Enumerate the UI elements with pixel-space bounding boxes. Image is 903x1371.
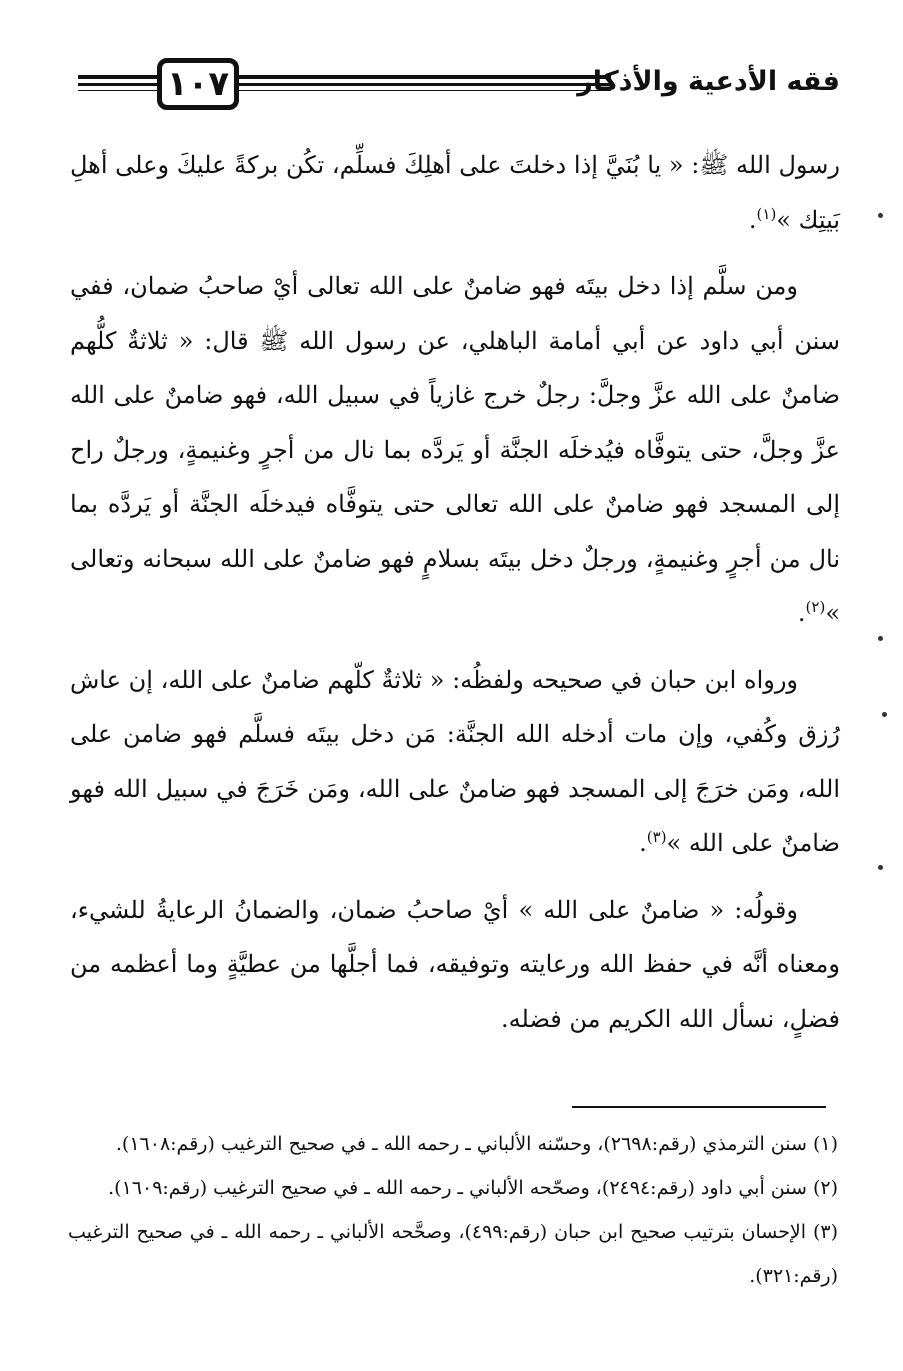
paragraph-text: وقولُه: « ضامنٌ على الله » أيْ صاحبُ ضمان، والضمانُ الرعايةُ للشيء، ومعناه أنَّه في حفظ الله ورعايته وتوفيقه، فما أجلَّها من عطيَّةٍ وما أعظمه من فضلٍ، نسأل الله الكريم من فضله. [70, 895, 840, 1033]
header-rule-left-top [78, 75, 158, 79]
header-rule-mid-top [239, 75, 611, 79]
footnote: (٢) سنن أبي داود (رقم:٢٤٩٤)، وصحّحه الألباني ـ رحمه الله ـ في صحيح الترغيب (رقم:١٦٠٩). [108, 1177, 838, 1199]
paragraph: رسول الله ﷺ: « يا بُنَيَّ إذا دخلتَ على أهلِكَ فسلِّم، تكُن بركةً عليكَ وعلى أهلِ بَيتِك »$^{(١)}$. [70, 151, 840, 234]
footnote: (١) سنن الترمذي (رقم:٢٦٩٨)، وحسّنه الألباني ـ رحمه الله ـ في صحيح الترغيب (رقم:١٦٠٨). [115, 1133, 838, 1155]
footnote-ref: (٣) [646, 828, 667, 846]
main-text [70, 138, 840, 1058]
footnote: (٣) الإحسان بترتيب صحيح ابن حبان (رقم:٤٩٩)، وصحَّحه الألباني ـ رحمه الله ـ في صحيح الترغيب (رقم:٣٢١). [68, 1221, 838, 1287]
footnote-ref: (٢) [805, 598, 826, 616]
scan-mark [878, 865, 883, 870]
book-title: فقه الأدعية والأذكار [577, 66, 840, 97]
paragraph: ومن سلَّم إذا دخل بيتَه فهو ضامنٌ على الله تعالى أيْ صاحبُ ضمان، ففي سنن أبي داود عن أبي أمامة الباهلي، عن رسول الله ﷺ قال: « ثلاثةٌ كلُّهم ضامنٌ على الله عزَّ وجلَّ: رجلٌ خرج غازياً في سبيل الله، فهو ضامنٌ على الله عزَّ وجلَّ، حتى يتوفَّاه فيُدخلَه الجنَّة أو يَردَّه بما نال من أجرٍ وغنيمةٍ، ورجلٌ راح إلى المسجد فهو ضامنٌ على الله تعالى حتى يتوفَّاه فيدخلَه الجنَّة أو يَردَّه بما نال من أجرٍ وغنيمةٍ، ورجلٌ دخل بيتَه بسلامٍ فهو ضامنٌ على الله سبحانه وتعالى »$^{(٢)}$. [70, 272, 841, 627]
scan-mark [882, 712, 887, 717]
footnote-ref: (١) [756, 204, 777, 223]
footnote-separator [572, 1106, 826, 1108]
page-header [78, 58, 840, 120]
paragraph-text: ومن سلَّم إذا دخل بيتَه فهو ضامنٌ على الله تعالى أيْ صاحبُ ضمان، ففي سنن أبي داود عن أبي أمامة الباهلي، عن رسول الله ﷺ قال: « ثلاثةٌ كلُّهم ضامنٌ على الله عزَّ وجلَّ: رجلٌ خرج غازياً في سبيل الله، فهو ضامنٌ على الله عزَّ وجلَّ، حتى يتوفَّاه فيُدخلَه الجنَّة أو يَردَّه بما نال من أجرٍ وغنيمةٍ، ورجلٌ راح إلى المسجد فهو ضامنٌ على الله تعالى حتى يتوفَّاه فيدخلَه الجنَّة أو يَردَّه بما نال من أجرٍ وغنيمةٍ، ورجلٌ دخل بيتَه بسلامٍ فهو ضامنٌ على الله سبحانه وتعالى » [70, 272, 841, 627]
scan-mark [878, 213, 883, 218]
paragraph [70, 883, 840, 1047]
header-rule-mid-thin [239, 90, 611, 91]
scan-mark [878, 636, 883, 641]
header-rule-left-thin [78, 90, 158, 91]
page-number: ١٠٧ [157, 58, 239, 110]
header-rule-mid-bottom [239, 83, 611, 86]
paragraph-text: ورواه ابن حبان في صحيحه ولفظُه: « ثلاثةٌ كلّهم ضامنٌ على الله، إن عاش رُزق وكُفي، وإن مات أدخله الله الجنَّة: مَن دخل بيتَه فسلَّم فهو ضامن على الله، ومَن خرَجَ إلى المسجد فهو ضامنٌ على الله، ومَن خَرَجَ في سبيل الله فهو ضامنٌ على الله » [70, 665, 840, 857]
paragraph: ورواه ابن حبان في صحيحه ولفظُه: « ثلاثةٌ كلّهم ضامنٌ على الله، إن عاش رُزق وكُفي، وإن مات أدخله الله الجنَّة: مَن دخل بيتَه فسلَّم فهو ضامن على الله، ومَن خرَجَ إلى المسجد فهو ضامنٌ على الله، ومَن خَرَجَ في سبيل الله فهو ضامنٌ على الله »$^{(٣)}$. [70, 665, 840, 857]
footnotes [68, 1122, 838, 1298]
header-rule-left-bottom [78, 83, 158, 86]
paragraph-text: رسول الله ﷺ: « يا بُنَيَّ إذا دخلتَ على أهلِكَ فسلِّم، تكُن بركةً عليكَ وعلى أهلِ بَيتِك » [70, 151, 840, 234]
